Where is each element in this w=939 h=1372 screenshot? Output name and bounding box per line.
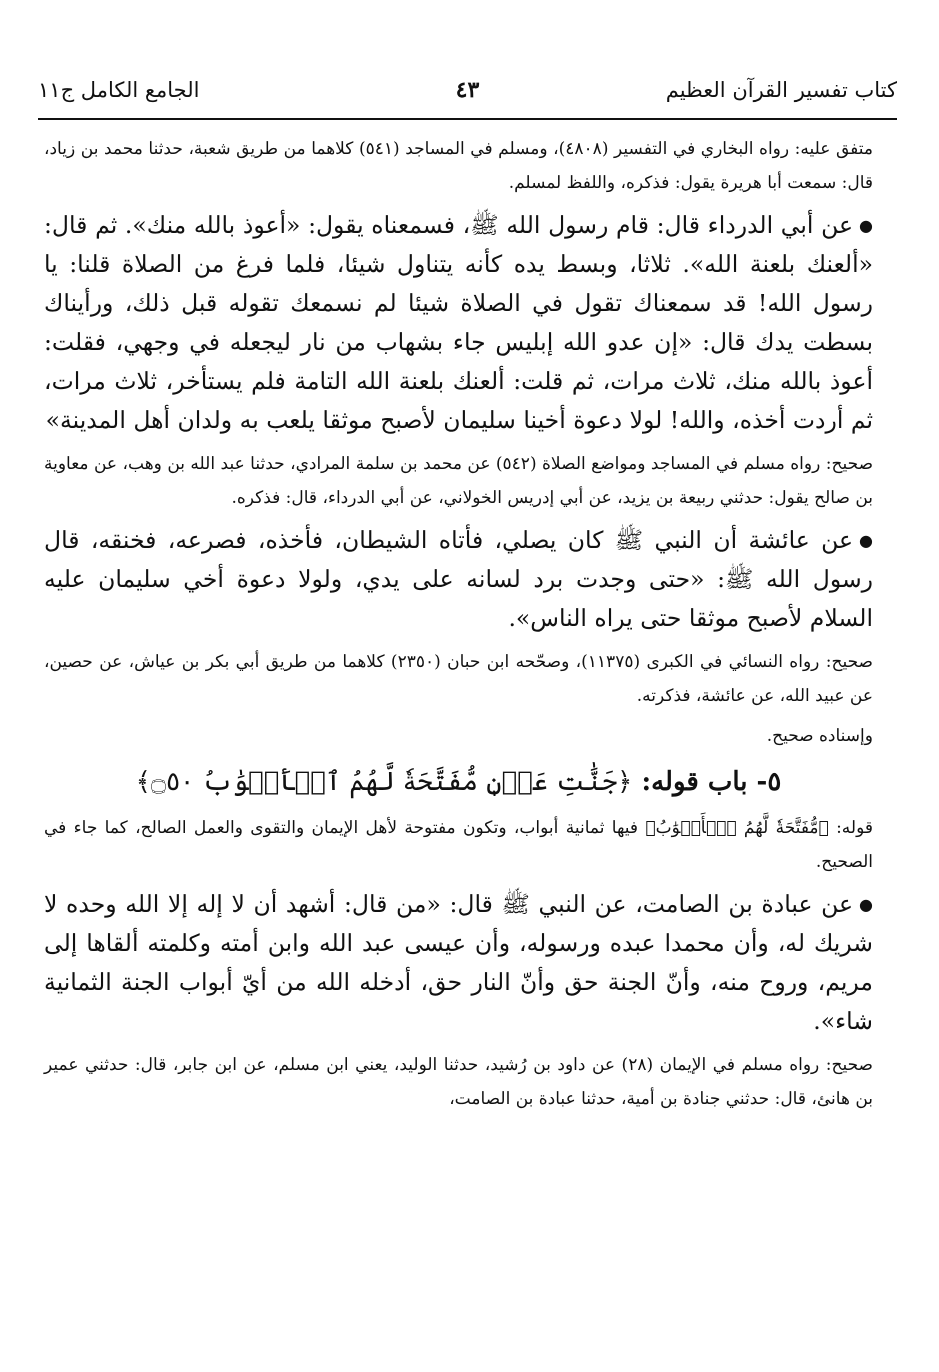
- chapter-heading: [44, 759, 873, 805]
- hadith-paragraph: [44, 885, 873, 1041]
- chapter-verse: ﴿جَنَّٰتِ عَدۡنٖ مُّفَتَّحَةٗ لَّهُمُ ٱلۡأَبۡوَٰبُ ۝٥٠﴾: [135, 767, 633, 797]
- page-body: [44, 132, 873, 1122]
- takhrij-note: صحيح: رواه مسلم في المساجد ومواضع الصلاة (٥٤٢) عن محمد بن سلمة المرادي، حدثنا عبد الله بن وهب، عن معاوية بن صالح يقول: حدثني ربيعة بن يزيد، عن أبي إدريس الخولاني، عن أبي الدرداء، قال: فذكره.: [44, 454, 874, 508]
- page-number: ٤٣: [455, 77, 480, 103]
- hadith-text: عن أبي الدرداء قال: قام رسول الله ﷺ، فسمعناه يقول: «أعوذ بالله منك». ثم قال: «ألعنك بلعنة الله». ثلاثا، وبسط يده كأنه يتناول شيئا، فلما فرغ من الصلاة قلنا: يا رسول الله! قد سمعناك تقول في الصلاة شيئا لم نسمعك تقوله قبل ذلك، ورأيناك بسطت يدك قال: «إن عدو الله إبليس جاء بشهاب من نار ليجعله في وجهي، فقلت: أعوذ بالله منك، ثلاث مرات، ثم قلت: ألعنك بلعنة الله التامة فلم يستأخر، ثلاث مرات، ثم أردت أخذه، والله! لولا دعوة أخينا سليمان لأصبح موثقا يلعب به ولدان أهل المدينة»: [44, 211, 873, 434]
- hadith-paragraph: [44, 206, 873, 440]
- takhrij-note: متفق عليه: رواه البخاري في التفسير (٤٨٠٨)، ومسلم في المساجد (٥٤١) كلاهما من طريق شعبة، حدثنا محمد بن زياد، قال: سمعت أبا هريرة يقول: فذكره، واللفظ لمسلم.: [44, 139, 873, 193]
- chapter-label: ٥- باب قوله:: [641, 767, 782, 797]
- hadith-paragraph: [44, 521, 873, 638]
- isnad-note: وإسناده صحيح.: [766, 726, 873, 746]
- commentary-note: قوله: ﴿مُّفَتَّحَةٗ لَّهُمُ ٱلۡأَبۡوَٰبُ﴾ فيها ثمانية أبواب، وتكون مفتوحة لأهل الإيمان والتقوى والعمل الصالح، كما جاء في الصحيح.: [44, 818, 873, 872]
- book-title: كتاب تفسير القرآن العظيم: [665, 78, 897, 102]
- hadith-text: عن عائشة أن النبي ﷺ كان يصلي، فأتاه الشيطان، فأخذه، فصرعه، فخنقه، قال رسول الله ﷺ: «حتى وجدت برد لسانه على يدي، ولولا دعوة أخي سليمان عليه السلام لأصبح موثقا حتى يراه الناس».: [44, 526, 873, 632]
- volume-title: الجامع الكامل ج١١: [38, 78, 200, 102]
- bullet-icon: ●: [859, 216, 873, 235]
- bullet-icon: ●: [859, 531, 873, 550]
- bullet-icon: ●: [859, 895, 873, 914]
- hadith-text: عن عبادة بن الصامت، عن النبي ﷺ قال: «من قال: أشهد أن لا إله إلا الله وحده لا شريك له، وأن محمدا عبده ورسوله، وأن عيسى عبد الله وابن أمته وكلمته ألقاها إلى مريم، وروح منه، وأنّ الجنة حق وأنّ النار حق، أدخله الله من أيّ أبواب الجنة الثمانية شاء».: [44, 890, 873, 1035]
- takhrij-note: صحيح: رواه النسائي في الكبرى (١١٣٧٥)، وصحّحه ابن حبان (٢٣٥٠) كلاهما من طريق أبي بكر بن عياش، عن حصين، عن عبيد الله، عن عائشة، فذكرته.: [44, 652, 873, 706]
- takhrij-note: صحيح: رواه مسلم في الإيمان (٢٨) عن داود بن رُشيد، حدثنا الوليد، يعني ابن مسلم، عن ابن جابر، قال: حدثني عمير بن هانئ، قال: حدثني جنادة بن أمية، حدثنا عبادة بن الصامت،: [44, 1055, 873, 1109]
- header-divider: [38, 118, 897, 120]
- page-header: [38, 70, 897, 110]
